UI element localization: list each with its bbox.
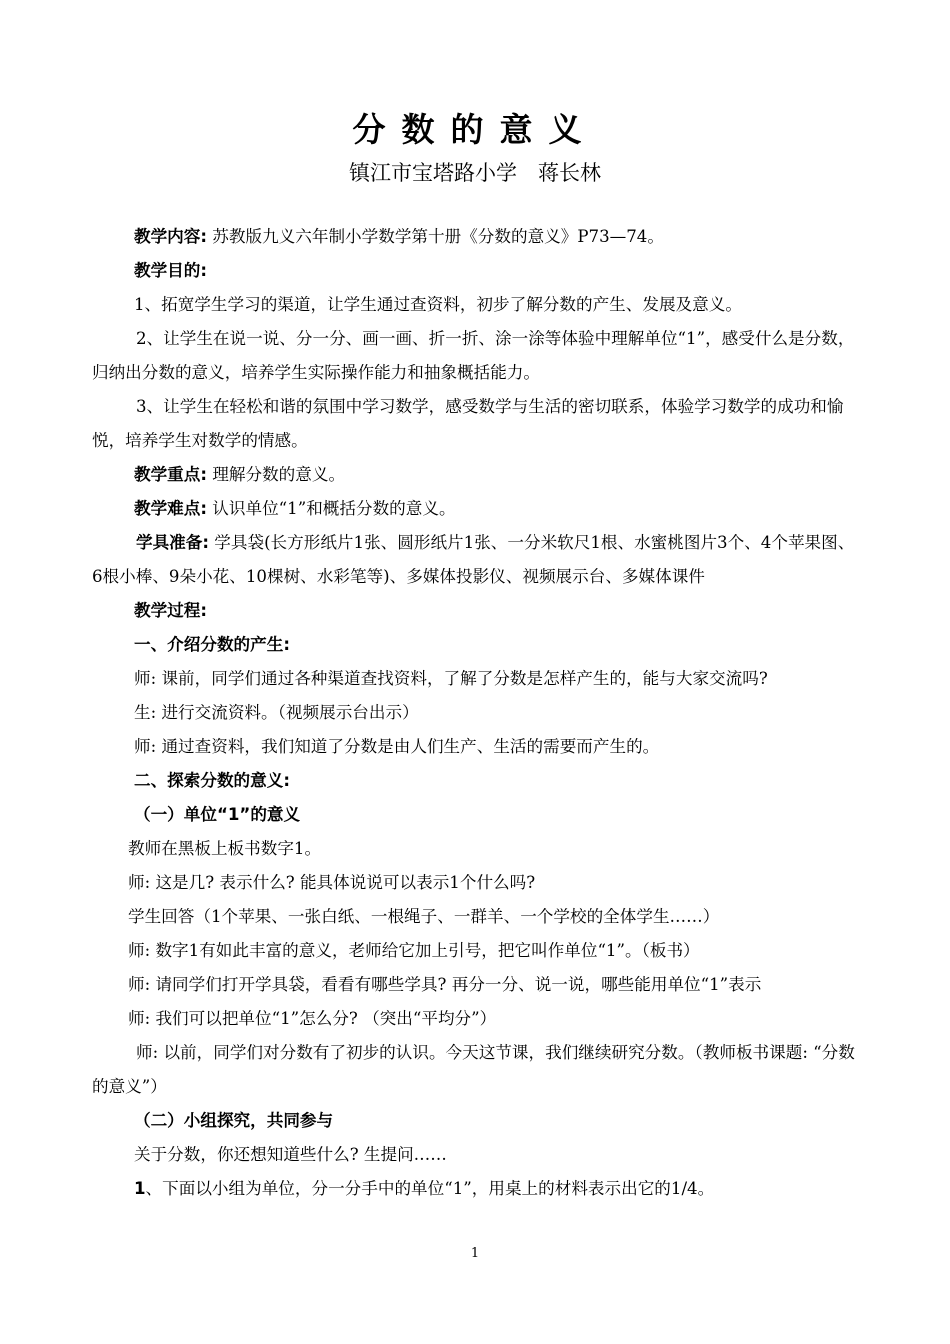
paragraph: 教师在黑板上板书数字1。 (128, 839, 322, 858)
document-author: 镇江市宝塔路小学 蒋长林 (349, 161, 601, 185)
paragraph: 师: 这是几? 表示什么? 能具体说说可以表示1个什么吗? (128, 873, 536, 892)
paragraph: 学生回答（1个苹果、一张白纸、一根绳子、一群羊、一个学校的全体学生……） (128, 907, 720, 926)
paragraph: 师: 课前，同学们通过各种渠道查找资料，了解了分数是怎样产生的，能与大家交流吗? (134, 669, 768, 688)
document-title: 分数的意义 (352, 110, 598, 149)
paragraph: 1、拓宽学生学习的渠道，让学生通过查资料，初步了解分数的产生、发展及意义。 (134, 295, 742, 314)
page-number: 1 (470, 1246, 480, 1261)
paragraph: 教学目的: (134, 261, 208, 280)
paragraph: 师: 请同学们打开学具袋，看看有哪些学具? 再分一分、说一说，哪些能用单位“1”表示 (128, 975, 762, 994)
paragraph: 师: 我们可以把单位“1”怎么分? （突出“平均分”） (128, 1009, 497, 1028)
paragraph: 1、下面以小组为单位，分一分手中的单位“1”，用桌上的材料表示出它的1/4。 (134, 1179, 715, 1198)
paragraph: 教学内容: 苏教版九义六年制小学数学第十册《分数的意义》P73—74。 (134, 227, 664, 246)
section-heading: 一、介绍分数的产生: (134, 635, 290, 654)
paragraph: 学具准备: 学具袋(长方形纸片1张、圆形纸片1张、一分米软尺1根、水蜜桃图片3个、4个苹果图、6根小棒、9朵小花、10棵树、水彩笔等)、多媒体投影仪、视频展示台、多媒体课件 (92, 533, 855, 586)
paragraph: 关于分数，你还想知道些什么? 生提问…… (134, 1145, 447, 1164)
paragraph: 生: 进行交流资料。（视频展示台出示） (134, 703, 419, 722)
paragraph: 教学重点: 理解分数的意义。 (134, 465, 346, 484)
document-body (92, 220, 862, 1206)
paragraph: 教学难点: 认识单位“1”和概括分数的意义。 (134, 499, 456, 518)
paragraph: 师: 数字1有如此丰富的意义，老师给它加上引号，把它叫作单位“1”。（板书） (128, 941, 700, 960)
section-heading: （一）单位“1”的意义 (134, 805, 301, 824)
paragraph: 2、让学生在说一说、分一分、画一画、折一折、涂一涂等体验中理解单位“1”，感受什么是分数，归纳出分数的意义，培养学生实际操作能力和抽象概括能力。 (92, 329, 855, 382)
section-heading: 二、探索分数的意义: (134, 771, 290, 790)
paragraph: 3、让学生在轻松和谐的氛围中学习数学，感受数学与生活的密切联系，体验学习数学的成功和愉悦，培养学生对数学的情感。 (92, 397, 844, 450)
paragraph: 师: 通过查资料，我们知道了分数是由人们生产、生活的需要而产生的。 (134, 737, 660, 756)
section-heading: 教学过程: (134, 601, 208, 620)
paragraph: 师: 以前，同学们对分数有了初步的认识。今天这节课，我们继续研究分数。（教师板书课题: “分数的意义”） (92, 1043, 855, 1096)
section-heading: （二）小组探究，共同参与 (134, 1111, 334, 1130)
